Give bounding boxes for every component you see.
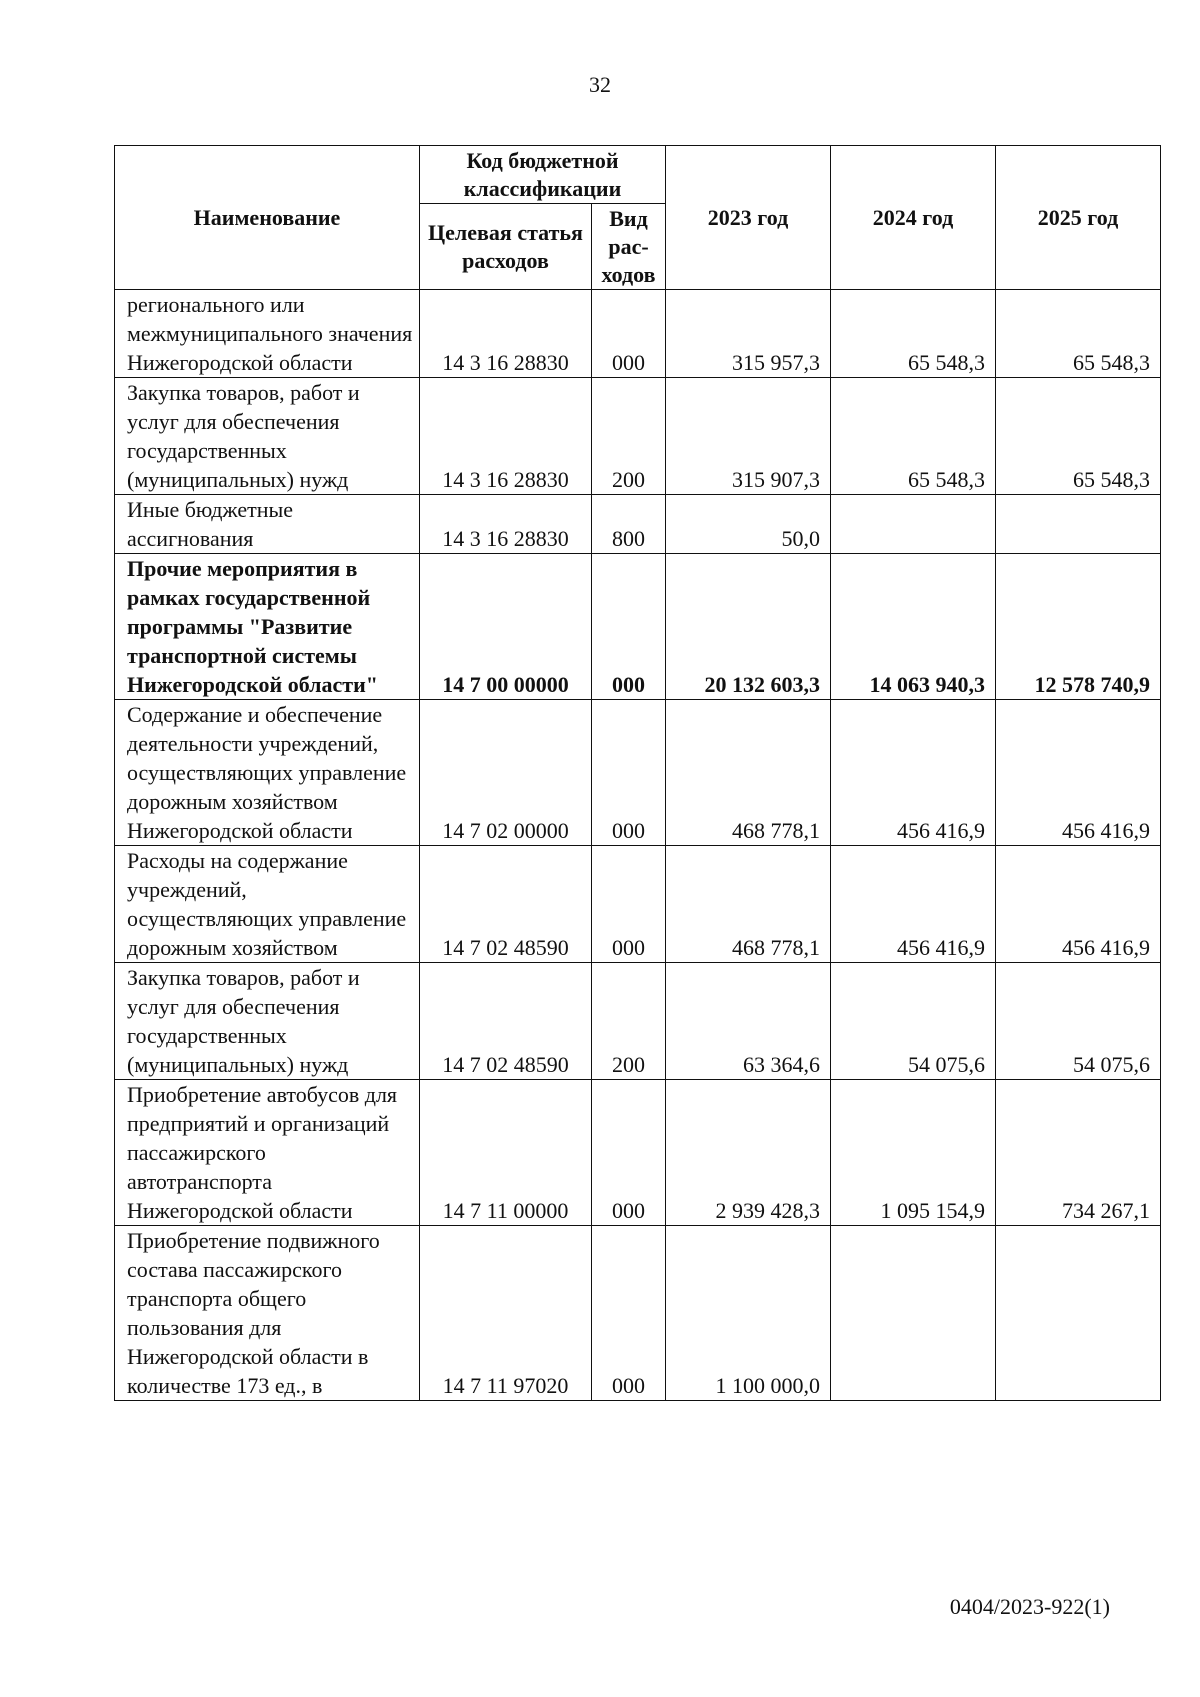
row-value-2024 (831, 495, 996, 554)
row-expense-type: 000 (592, 554, 666, 700)
row-target-article: 14 3 16 28830 (420, 378, 592, 495)
row-name: Иные бюджетные ассигнования (115, 495, 420, 554)
header-target-article: Целевая статья расходов (420, 204, 592, 290)
row-expense-type: 200 (592, 378, 666, 495)
row-name: Содержание и обеспечение деятельности учреждений, осуществляющих управление дорожным хозяйством Нижегородской области (115, 700, 420, 846)
row-value-2023: 468 778,1 (666, 700, 831, 846)
row-name: регионального или межмуниципального значения Нижегородской области (115, 290, 420, 378)
row-name: Прочие мероприятия в рамках государственной программы "Развитие транспортной системы Нижегородской области" (115, 554, 420, 700)
header-year-2024: 2024 год (831, 146, 996, 290)
row-target-article: 14 3 16 28830 (420, 495, 592, 554)
table-row (115, 700, 1161, 846)
row-value-2024: 456 416,9 (831, 846, 996, 963)
row-name: Приобретение подвижного состава пассажирского транспорта общего пользования для Нижегородской области в количестве 173 ед., в (115, 1226, 420, 1401)
header-expense-type: Вид рас-ходов (592, 204, 666, 290)
row-value-2023: 468 778,1 (666, 846, 831, 963)
header-year-2025: 2025 год (996, 146, 1161, 290)
row-value-2023: 50,0 (666, 495, 831, 554)
row-value-2025: 54 075,6 (996, 963, 1161, 1080)
row-target-article: 14 7 02 00000 (420, 700, 592, 846)
row-value-2024: 1 095 154,9 (831, 1080, 996, 1226)
table-row (115, 378, 1161, 495)
row-value-2025 (996, 495, 1161, 554)
table-row (115, 1080, 1161, 1226)
row-value-2023: 20 132 603,3 (666, 554, 831, 700)
row-target-article: 14 7 11 97020 (420, 1226, 592, 1401)
table-row (115, 290, 1161, 378)
row-target-article: 14 7 11 00000 (420, 1080, 592, 1226)
row-value-2024 (831, 1226, 996, 1401)
row-expense-type: 000 (592, 1080, 666, 1226)
row-value-2025: 65 548,3 (996, 290, 1161, 378)
row-value-2024: 54 075,6 (831, 963, 996, 1080)
row-target-article: 14 7 02 48590 (420, 963, 592, 1080)
row-expense-type: 000 (592, 290, 666, 378)
row-value-2025: 456 416,9 (996, 700, 1161, 846)
row-name: Закупка товаров, работ и услуг для обеспечения государственных (муниципальных) нужд (115, 378, 420, 495)
row-value-2025: 12 578 740,9 (996, 554, 1161, 700)
row-name: Расходы на содержание учреждений, осуществляющих управление дорожным хозяйством (115, 846, 420, 963)
row-value-2025: 65 548,3 (996, 378, 1161, 495)
table-body (115, 290, 1161, 1401)
row-target-article: 14 7 00 00000 (420, 554, 592, 700)
row-value-2023: 315 957,3 (666, 290, 831, 378)
row-expense-type: 800 (592, 495, 666, 554)
row-value-2024: 65 548,3 (831, 378, 996, 495)
row-expense-type: 200 (592, 963, 666, 1080)
row-value-2024: 456 416,9 (831, 700, 996, 846)
row-expense-type: 000 (592, 1226, 666, 1401)
row-name: Приобретение автобусов для предприятий и организаций пассажирского автотранспорта Нижегородской области (115, 1080, 420, 1226)
table-row (115, 1226, 1161, 1401)
row-value-2023: 2 939 428,3 (666, 1080, 831, 1226)
row-value-2025: 734 267,1 (996, 1080, 1161, 1226)
table-row (115, 846, 1161, 963)
row-target-article: 14 3 16 28830 (420, 290, 592, 378)
header-code-group: Код бюджетной классификации (420, 146, 666, 204)
row-value-2023: 1 100 000,0 (666, 1226, 831, 1401)
budget-table (114, 145, 1161, 1401)
row-value-2025 (996, 1226, 1161, 1401)
row-value-2024: 14 063 940,3 (831, 554, 996, 700)
row-name: Закупка товаров, работ и услуг для обеспечения государственных (муниципальных) нужд (115, 963, 420, 1080)
document-number: 0404/2023-922(1) (949, 1594, 1110, 1619)
page-number: 32 (589, 72, 611, 97)
table-row (115, 495, 1161, 554)
header-year-2023: 2023 год (666, 146, 831, 290)
header-name: Наименование (115, 146, 420, 290)
row-expense-type: 000 (592, 846, 666, 963)
table-row (115, 554, 1161, 700)
row-value-2023: 315 907,3 (666, 378, 831, 495)
row-expense-type: 000 (592, 700, 666, 846)
row-value-2023: 63 364,6 (666, 963, 831, 1080)
row-target-article: 14 7 02 48590 (420, 846, 592, 963)
row-value-2025: 456 416,9 (996, 846, 1161, 963)
row-value-2024: 65 548,3 (831, 290, 996, 378)
table-row (115, 963, 1161, 1080)
